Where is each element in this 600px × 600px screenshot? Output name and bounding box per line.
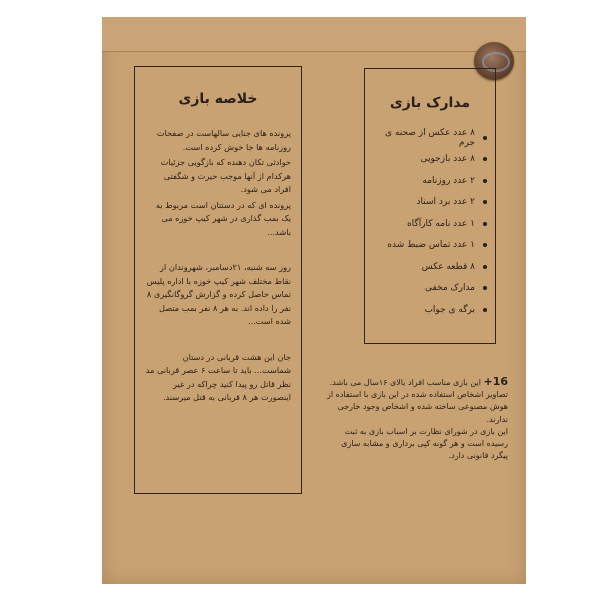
document-item-label: ۸ قطعه عکس [421, 261, 475, 272]
document-item-label: ۱ عدد نامه کارآگاه [406, 218, 475, 229]
document-item-label: ۱ عدد تماس ضبط شده [387, 240, 475, 251]
summary-title: خلاصه بازی [178, 91, 258, 107]
age-rating-note [322, 376, 508, 462]
bullet-icon [483, 308, 487, 312]
summary-paragraph: روز سه شنبه، ۲۱دسامبر، شهروندان از نقاط مختلف شهر کیپ خوزه با اداره پلیس تماس حاصل کرده و گزارش گروگانگیری ۸ نفر را داده اند. به هر ۸ نفر بمب متصل شده است... [146, 262, 291, 326]
list-item [371, 149, 487, 171]
summary-paragraph: پرونده های جنایی سالهاست در صفحات روزنامه ها جا خوش کرده است. [156, 128, 291, 152]
game-documents-panel [364, 68, 496, 344]
summary-paragraph: پرونده ای که در دستتان است مربوط به یک بمب گذاری در شهر کیپ خوزه می باشد... [155, 199, 291, 237]
list-item [371, 127, 487, 149]
summary-paragraph: جان این هشت قربانی در دستان شماست... باید تا ساعت ۶ عصر قربانی مد نظر قاتل رو پیدا کنید چراکه در غیر اینصورت هر ۸ قربانی به قتل میرسند. [145, 351, 291, 402]
envelope-flap [102, 17, 526, 52]
bullet-icon [483, 136, 487, 140]
copyright-notice-text: این بازی در شورای نظارت بر اسباب بازی به ثبت رسیده است و هر گونه کپی برداری و مشابه سازی پیگرد قانونی دارد. [341, 426, 508, 461]
age-note-text: این بازی مناسب افراد بالای ۱۶سال می باشد. [329, 378, 481, 387]
list-item [371, 299, 487, 321]
document-item-label: برگه ی جواب [424, 304, 475, 315]
bullet-icon [483, 265, 487, 269]
bullet-icon [483, 179, 487, 183]
document-item-label: ۸ عدد عکس از صحنه ی جرم [385, 127, 475, 148]
list-item [371, 213, 487, 235]
game-summary-panel [134, 66, 302, 494]
list-item [371, 170, 487, 192]
bullet-icon [483, 222, 487, 226]
bullet-icon [483, 157, 487, 161]
bullet-icon [483, 200, 487, 204]
documents-list [365, 127, 495, 321]
ai-disclaimer-text: تصاویر اشخاص استفاده شده در این بازی با استفاده از هوش مصنوعی ساخته شده و اشخاص وجود خارجی ندارند. [327, 390, 508, 424]
list-item [371, 278, 487, 300]
list-item [371, 235, 487, 257]
document-item-label: ۲ عدد روزنامه [422, 175, 475, 186]
documents-title: مدارک بازی [389, 95, 471, 111]
age-rating-line [322, 376, 508, 389]
document-item-label: ۲ عدد برد اسناد [416, 197, 475, 208]
list-item [371, 256, 487, 278]
bullet-icon [483, 243, 487, 247]
document-item-label: ۸ عدد بازجویی [420, 154, 475, 165]
summary-paragraph: حوادثی تکان دهنده که بازگویی جزئیات هرکدام از آنها موجب حیرت و شگفتی افراد می شود. [160, 157, 291, 194]
age-badge: 16+ [483, 375, 508, 388]
list-item [371, 192, 487, 214]
document-item-label: مدارک مخفی [425, 283, 475, 294]
bullet-icon [483, 286, 487, 290]
